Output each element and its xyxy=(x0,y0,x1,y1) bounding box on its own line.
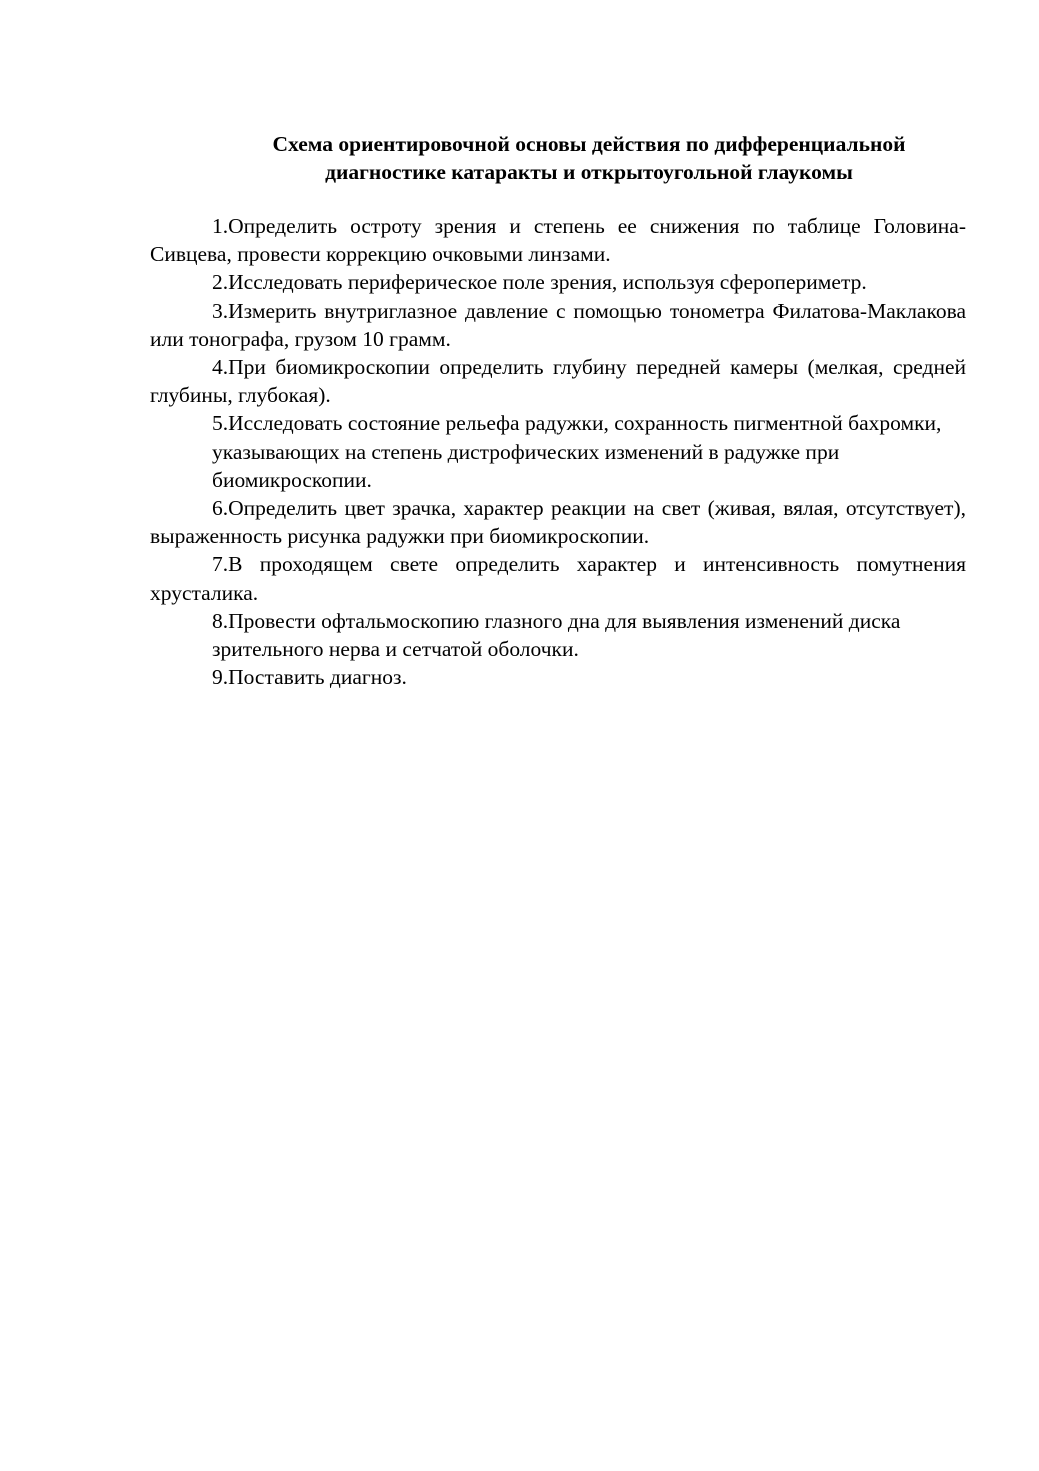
instruction-list xyxy=(150,212,966,691)
title-line-2: диагностике катаракты и открытоугольной глаукомы xyxy=(325,160,853,184)
list-item: 1.Определить остроту зрения и степень ее снижения по таблице Головина-Сивцева, провести коррекцию очковыми линзами. xyxy=(150,214,966,267)
list-item: 2.Исследовать периферическое поле зрения, используя сфероперимeтр. xyxy=(212,270,867,295)
document-title xyxy=(150,130,1028,186)
list-item: 4.При биомикроскопии определить глубину передней камеры (мелкая, средней глубины, глубокая). xyxy=(150,355,966,408)
list-item: 3.Измерить внутриглазное давление с помощью тонометра Филатова-Маклакова или тонографа, грузом 10 грамм. xyxy=(150,298,966,351)
list-item: 9.Поставить диагноз. xyxy=(212,665,407,690)
list-item: 8.Провести офтальмоскопию глазного дна для выявления изменений диска зрительного нерва и сетчатой оболочки. xyxy=(212,608,901,662)
list-item: 5.Исследовать состояние рельефа радужки, сохранность пигментной бахромки, указывающих на степень дистрофических изменений в радужке при биомикроскопии. xyxy=(212,411,942,492)
list-item: 6.Определить цвет зрачка, характер реакции на свет (живая, вялая, отсутствует), выраженность рисунка радужки при биомикроскопии. xyxy=(150,496,966,549)
list-item: 7.В проходящем свете определить характер и интенсивность помутнения хрусталика. xyxy=(150,552,966,605)
title-line-1: Схема ориентировочной основы действия по дифференциальной xyxy=(272,132,906,156)
